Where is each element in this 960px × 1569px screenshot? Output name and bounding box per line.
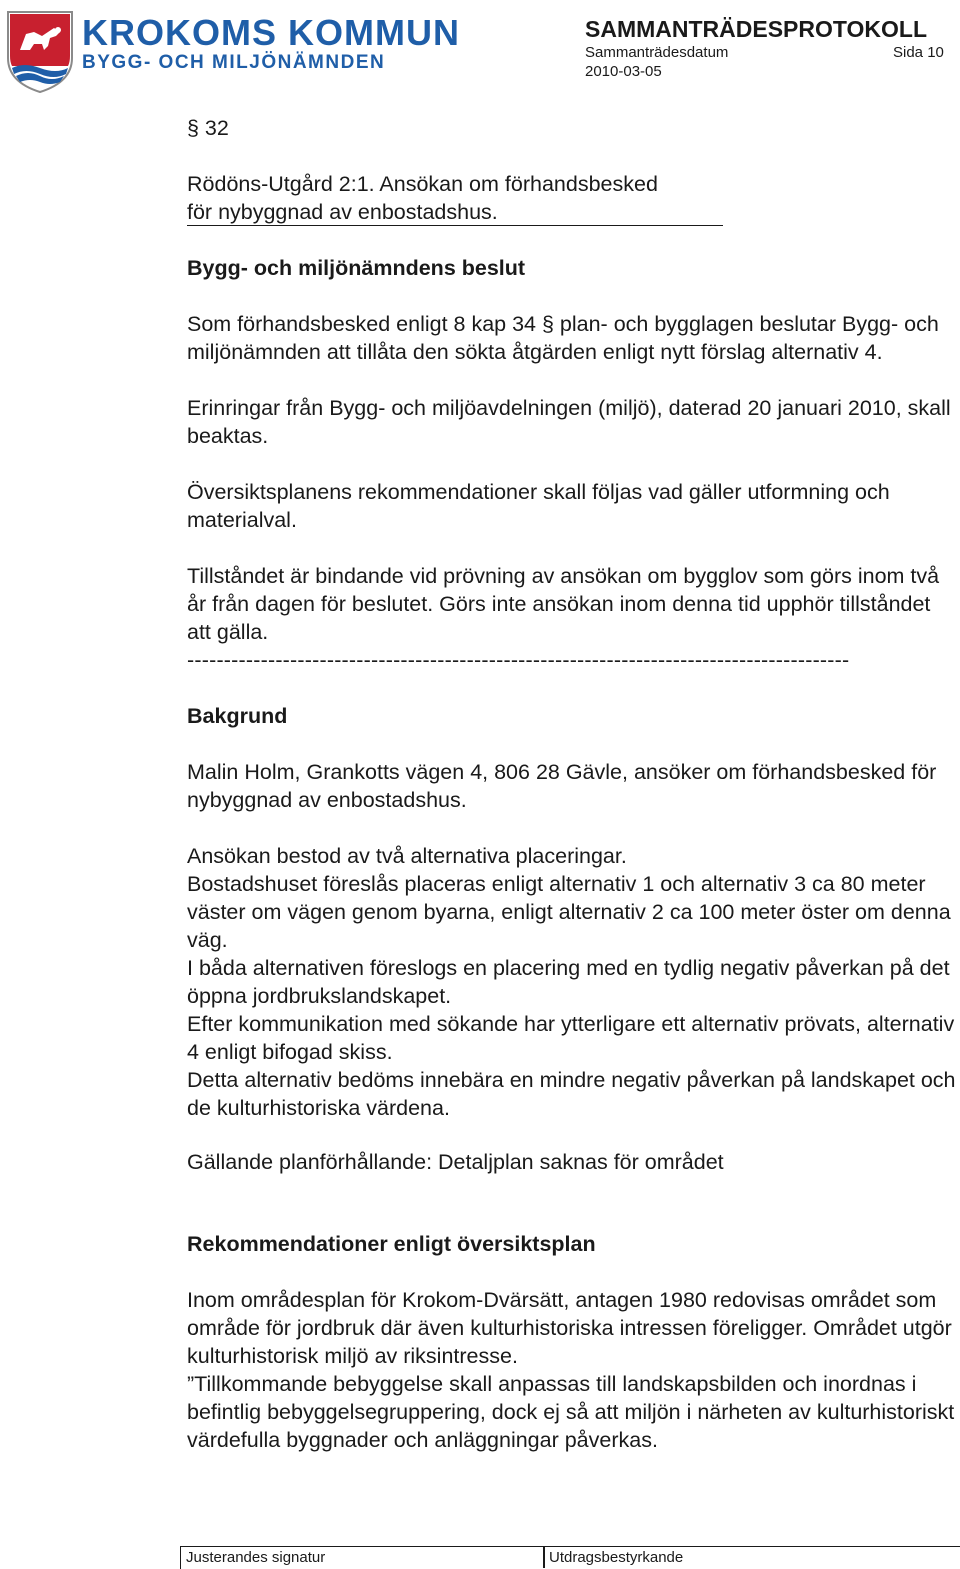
section-title (187, 170, 957, 226)
plan-status: Gällande planförhållande: Detaljplan saknas för området (187, 1150, 724, 1174)
meeting-date: 2010-03-05 (585, 63, 662, 80)
document-type: SAMMANTRÄDESPROTOKOLL (585, 16, 928, 42)
background-line: Ansökan bestod av två alternativa placeringar. (187, 844, 627, 868)
decision-paragraph: Erinringar från Bygg- och miljöavdelningen (miljö), daterad 20 januari 2010, skall beaktas. (187, 396, 951, 448)
document-body (187, 114, 957, 1454)
background-line: Bostadshuset föreslås placeras enligt alternativ 1 och alternativ 3 ca 80 meter väster om vägen genom byarna, enligt alternativ 2 ca 100 meter öster om denna väg. (187, 872, 951, 952)
background-line: Detta alternativ bedöms innebära en mindre negativ påverkan på landskapet och de kulturhistoriska värdena. (187, 1068, 956, 1120)
decision-paragraph: Tillståndet är bindande vid prövning av ansökan om bygglov som görs inom två år från dagen för beslutet. Görs inte ansökan inom denna tid upphör tillståndet att gälla. (187, 564, 940, 644)
decision-paragraph: Översiktsplanens rekommendationer skall följas vad gäller utformning och materialval. (187, 480, 890, 532)
meeting-date-label: Sammanträdesdatum (585, 44, 729, 61)
footer-divider (543, 1546, 545, 1568)
krokom-coat-of-arms-icon (4, 10, 76, 94)
extract-certification-label: Utdragsbestyrkande (549, 1549, 684, 1566)
section-number: § 32 (187, 116, 229, 140)
page-number: Sida 10 (893, 44, 944, 61)
background-paragraph: Malin Holm, Grankotts vägen 4, 806 28 Gävle, ansöker om förhandsbesked för nybyggnad av enbostadshus. (187, 760, 937, 812)
recommendations-paragraph: Inom områdesplan för Krokom-Dvärsätt, antagen 1980 redovisas området som område för jordbruk där även kulturhistoriska intressen föreligger. Området utgör kulturhistorisk miljö av riksintresse. (187, 1288, 952, 1368)
organization-subtitle: BYGG- OCH MILJÖNÄMNDEN (82, 52, 386, 73)
recommendations-heading: Rekommendationer enligt översiktsplan (187, 1232, 596, 1256)
decision-paragraph: Som förhandsbesked enligt 8 kap 34 § plan- och bygglagen beslutar Bygg- och miljönämnden att tillåta den sökta åtgärden enligt nytt förslag alternativ 4. (187, 312, 939, 364)
section-title-line-2: för nybyggnad av enbostadshus. (187, 199, 723, 226)
recommendations-quote: ”Tillkommande bebyggelse skall anpassas till landskapsbilden och inordnas i befintlig bebyggelsegruppering, dock ej så att miljön i närheten av kulturhistoriskt värdefulla byggnader och anläggningar påverkas. (187, 1372, 955, 1452)
signature-label: Justerandes signatur (186, 1549, 326, 1566)
section-title-line-1: Rödöns-Utgård 2:1. Ansökan om förhandsbesked (187, 172, 658, 196)
background-line: Efter kommunikation med sökande har ytterligare ett alternativ prövats, alternativ 4 enligt bifogad skiss. (187, 1012, 955, 1064)
background-heading: Bakgrund (187, 704, 288, 728)
section-divider: ------------------------------------------------------------------------------------------ (187, 648, 850, 672)
background-line: I båda alternativen föreslogs en placering med en tydlig negativ påverkan på det öppna jordbrukslandskapet. (187, 956, 950, 1008)
organization-name: KROKOMS KOMMUN (82, 12, 460, 53)
decision-heading: Bygg- och miljönämndens beslut (187, 256, 526, 280)
